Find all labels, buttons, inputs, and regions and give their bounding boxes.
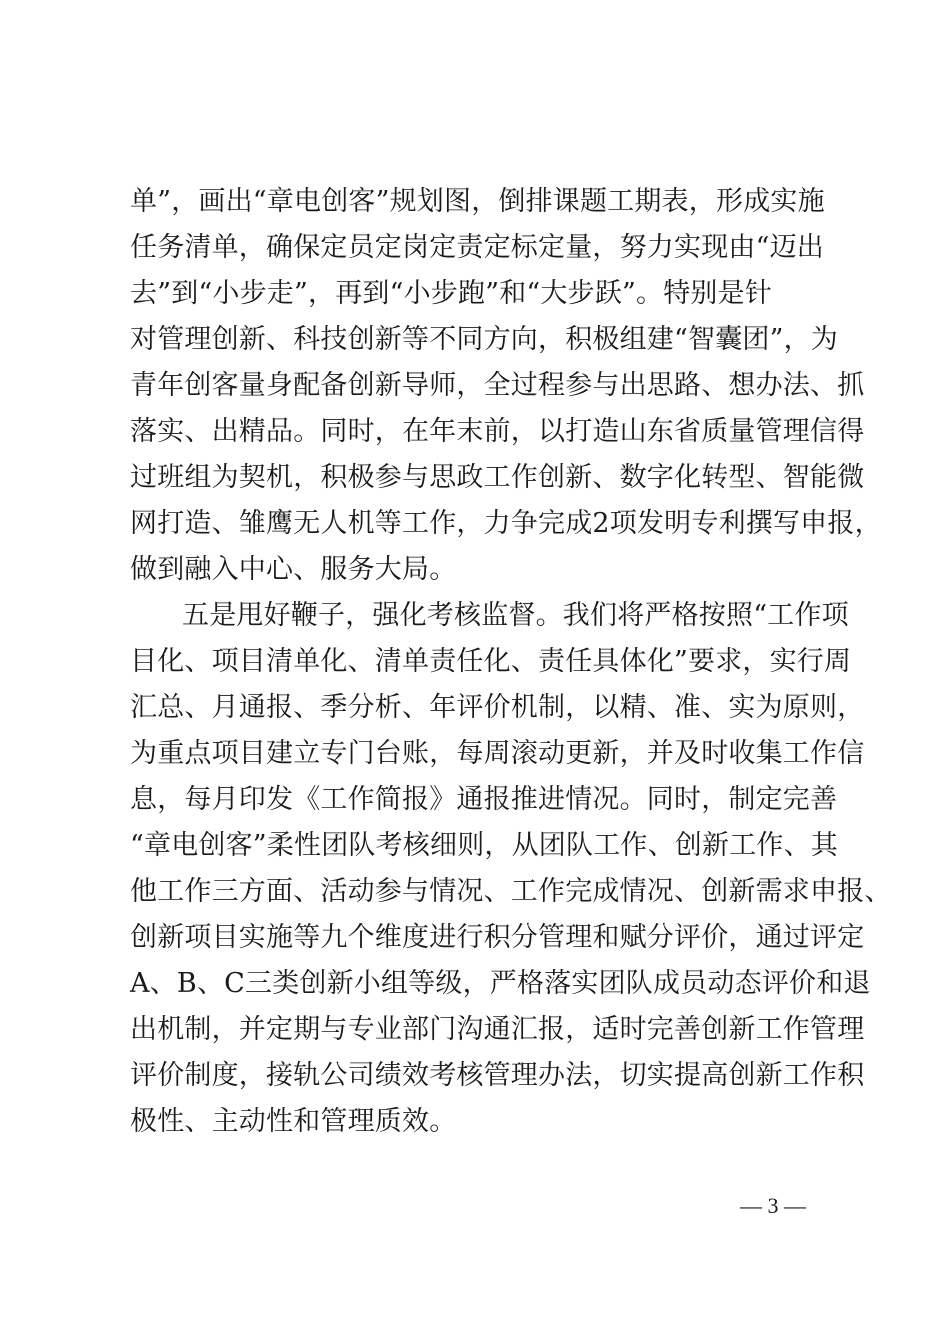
body-text-line: 极性、主动性和管理质效。 xyxy=(130,1106,457,1137)
body-text-line: 单”，画出“章电创客”规划图，倒排课题工期表，形成实施 xyxy=(130,186,825,217)
body-text-line: 任务清单，确保定员定岗定责定标定量，努力实现由“迈出 xyxy=(130,232,825,263)
body-text-line: 创新项目实施等九个维度进行积分管理和赋分评价，通过评定 xyxy=(130,922,865,953)
body-text-line: 落实、出精品。同时，在年末前，以打造山东省质量管理信得 xyxy=(130,416,865,447)
body-text-line: 为重点项目建立专门台账，每周滚动更新，并及时收集工作信 xyxy=(130,738,865,769)
paragraph-start-line: 五是甩好鞭子，强化考核监督。我们将严格按照“工作项 xyxy=(182,600,849,631)
body-text-line: 去”到“小步走”，再到“小步跑”和“大步跃”。特别是针 xyxy=(130,278,773,309)
body-text-line: 他工作三方面、活动参与情况、工作完成情况、创新需求申报、 xyxy=(130,876,892,907)
body-text-line: “章电创客”柔性团队考核细则，从团队工作、创新工作、其 xyxy=(130,830,839,861)
body-text-line: 青年创客量身配备创新导师，全过程参与出思路、想办法、抓 xyxy=(130,370,865,401)
body-text-line: 目化、项目清单化、清单责任化、责任具体化”要求，实行周 xyxy=(130,646,852,677)
body-text-line: 息，每月印发《工作简报》通报推进情况。同时，制定完善 xyxy=(130,784,838,815)
page-number: — 3 — xyxy=(740,1193,806,1218)
body-text-line: 过班组为契机，积极参与思政工作创新、数字化转型、智能微 xyxy=(130,462,865,493)
body-text-line: 做到融入中心、服务大局。 xyxy=(130,554,457,585)
body-text-line: 对管理创新、科技创新等不同方向，积极组建“智囊团”，为 xyxy=(130,324,839,355)
body-text-line: 汇总、月通报、季分析、年评价机制，以精、准、实为原则， xyxy=(130,692,865,723)
body-text-line: A、B、C三类创新小组等级，严格落实团队成员动态评价和退 xyxy=(130,968,871,999)
body-text-line: 评价制度，接轨公司绩效考核管理办法，切实提高创新工作积 xyxy=(130,1060,865,1091)
body-text-line: 网打造、雏鹰无人机等工作，力争完成2项发明专利撰写申报， xyxy=(130,508,882,539)
body-text-line: 出机制，并定期与专业部门沟通汇报，适时完善创新工作管理 xyxy=(130,1014,865,1045)
